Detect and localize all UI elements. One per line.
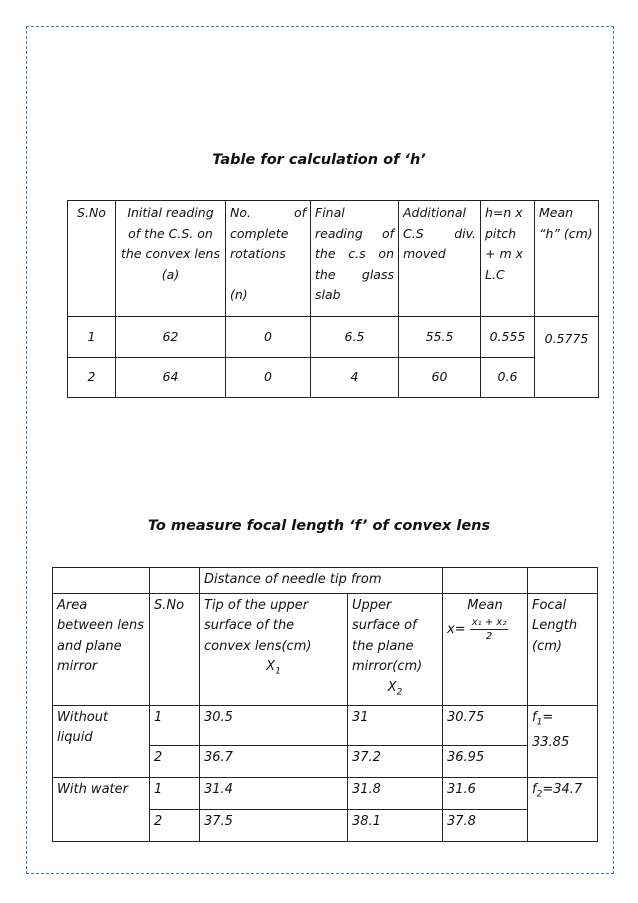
header-tip-variable: $X_1$ (266, 659, 281, 677)
row-area-without-liquid: Without liquid (53, 705, 150, 777)
row4-sno: 2 (150, 809, 200, 841)
row1-sno: 1 (150, 705, 200, 745)
row2-sno: 2 (150, 745, 200, 777)
row2-sno: 2 (68, 358, 116, 398)
row2-rotations: 0 (226, 358, 311, 398)
row3-x2: 31.8 (348, 777, 443, 809)
table-group-header-row (53, 568, 598, 594)
row1-mean: 30.75 (443, 705, 528, 745)
header-blank (443, 568, 528, 594)
header-upper-distance (348, 593, 443, 705)
row3-x1: 31.4 (200, 777, 348, 809)
row1-sno: 1 (68, 317, 116, 358)
header-blank (528, 568, 598, 594)
mean-fraction: $\frac{\text{x₁ + x₂}}{2}$ (471, 617, 507, 642)
row1-x1: 30.5 (200, 705, 348, 745)
row2-x1: 36.7 (200, 745, 348, 777)
mean-formula: x= $\frac{\text{x₁ + x₂}}{2}$ (447, 617, 507, 642)
row1-h: 0.555 (481, 317, 535, 358)
row1-final: 6.5 (311, 317, 399, 358)
focal-length-table (52, 567, 598, 842)
table-row (68, 358, 599, 398)
header-blank (53, 568, 150, 594)
row2-additional: 60 (399, 358, 481, 398)
header-distance-group: Distance of needle tip from (200, 568, 443, 594)
row2-mean: 36.95 (443, 745, 528, 777)
header-complete-rotations: No. of complete rotations (n) (226, 201, 311, 317)
focal-f1: $f_1= 33.85$ (528, 705, 598, 777)
row1-rotations: 0 (226, 317, 311, 358)
header-upper-text: Upper surface of the plane mirror(cm) (352, 597, 423, 674)
header-initial-reading: Initial reading of the C.S. on the convex lens (a) (116, 201, 226, 317)
table-row (68, 317, 599, 358)
header-mean-h: Mean “h” (cm) (535, 201, 599, 317)
row1-x2: 31 (348, 705, 443, 745)
table-header-row (68, 201, 599, 317)
row2-final: 4 (311, 358, 399, 398)
row2-initial: 64 (116, 358, 226, 398)
header-focal-length: Focal Length (cm) (528, 593, 598, 705)
row4-x1: 37.5 (200, 809, 348, 841)
header-additional-div: Additional C.S div. moved (399, 201, 481, 317)
header-sno: S.No (68, 201, 116, 317)
row2-h: 0.6 (481, 358, 535, 398)
header-final-reading: Final reading of the c.s on the glass slab (311, 201, 399, 317)
table-row (53, 777, 598, 809)
focal-f2: $f_2=34.7$ (528, 777, 598, 841)
table-header-row (53, 593, 598, 705)
header-blank (150, 568, 200, 594)
header-mean (443, 593, 528, 705)
header-area: Area between lens and plane mirror (53, 593, 150, 705)
row1-additional: 55.5 (399, 317, 481, 358)
row2-x2: 37.2 (348, 745, 443, 777)
row4-x2: 38.1 (348, 809, 443, 841)
header-tip-distance (200, 593, 348, 705)
mean-h-value: 0.5775 (535, 317, 599, 398)
row3-mean: 31.6 (443, 777, 528, 809)
header-upper-variable: $X_2$ (387, 679, 403, 698)
row-area-with-water: With water (53, 777, 150, 841)
row1-initial: 62 (116, 317, 226, 358)
header-tip-text: Tip of the upper surface of the convex lens(cm) (204, 597, 312, 654)
table-row (53, 705, 598, 745)
h-calculation-table (67, 200, 599, 398)
table2-title: To measure focal length ‘f’ of convex lens (147, 518, 491, 534)
row4-mean: 37.8 (443, 809, 528, 841)
table1-title: Table for calculation of ‘h’ (212, 152, 426, 168)
row3-sno: 1 (150, 777, 200, 809)
header-h-formula: h=n x pitch + m x L.C (481, 201, 535, 317)
header-mean-label: Mean (467, 597, 503, 613)
header-sno: S.No (150, 593, 200, 705)
